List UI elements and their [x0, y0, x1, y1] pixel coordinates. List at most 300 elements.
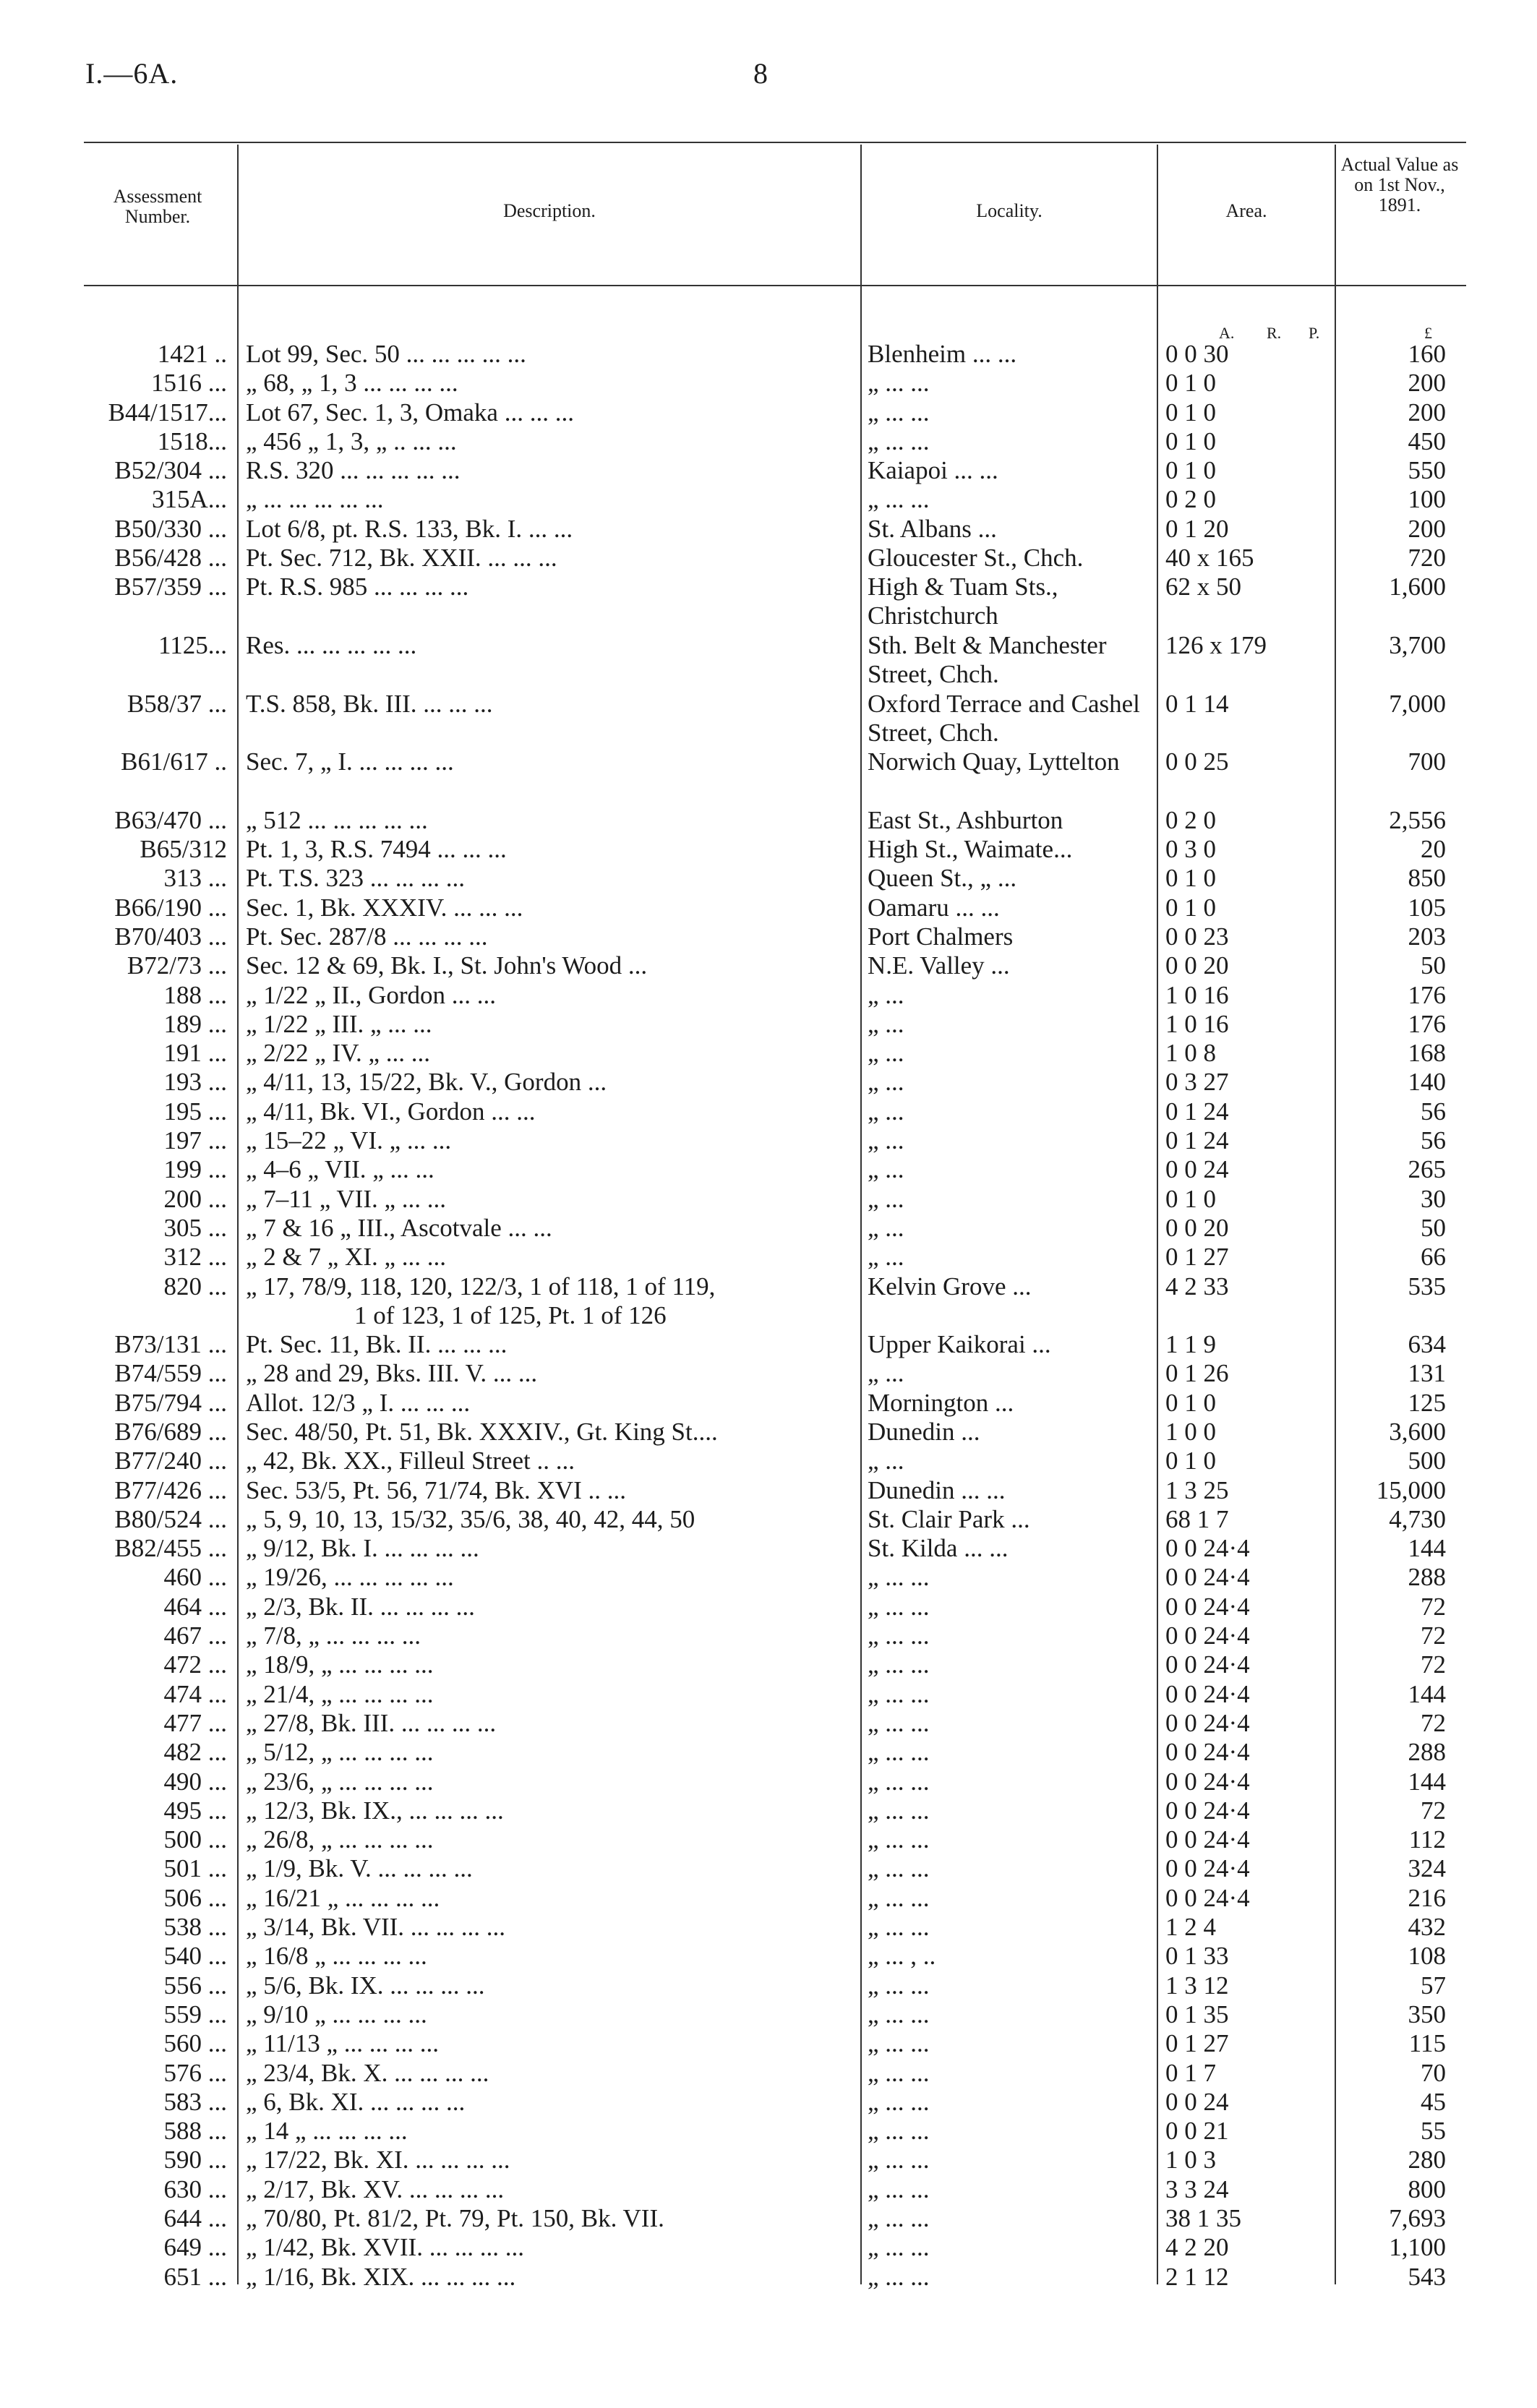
value-cell: 500: [1408, 1447, 1446, 1475]
description-text: „ 2/3, Bk. II. ... ... ... ...: [246, 1592, 475, 1621]
assessment-number: 477 ...: [163, 1708, 227, 1737]
assessment-number: 460 ...: [163, 1563, 227, 1592]
value-cell: 30: [1421, 1184, 1446, 1213]
area-cell: 0 1 27: [1165, 1243, 1229, 1272]
value-cell: 535: [1408, 1272, 1446, 1301]
description-text: „ 17/22, Bk. XI. ... ... ... ...: [246, 2146, 510, 2175]
area-cell: 0 0 23: [1165, 922, 1229, 951]
locality-cell: East St., Ashburton: [868, 805, 1063, 834]
locality-cell: High St., Waimate...: [868, 835, 1073, 864]
area-cell: 0 1 0: [1165, 1447, 1216, 1475]
unit-acres: A.: [1219, 324, 1235, 342]
area-cell: 1 0 16: [1165, 980, 1229, 1009]
table-row: [0, 1185, 1537, 1214]
value-cell: 200: [1408, 369, 1446, 398]
table-row: [0, 1854, 1537, 1883]
value-cell: 3,700: [1389, 630, 1446, 659]
table-row: [0, 1010, 1537, 1039]
description-cell: [246, 1650, 846, 1679]
value-cell: 131: [1408, 1359, 1446, 1388]
table-row: [0, 1621, 1537, 1650]
locality-cell: N.E. Valley ...: [868, 951, 1010, 980]
description-continuation: 1 of 123, 1 of 125, Pt. 1 of 126: [354, 1301, 667, 1329]
assessment-number: 195 ...: [163, 1097, 227, 1126]
assessment-number: 540 ...: [163, 1942, 227, 1971]
area-cell: 62 x 50: [1165, 573, 1241, 601]
description-cell: [246, 1913, 846, 1942]
description-cell: [246, 1010, 846, 1039]
assessment-number: 482 ...: [163, 1738, 227, 1767]
assessment-number: 559 ...: [163, 2000, 227, 2028]
assessment-number: 1516 ...: [151, 369, 227, 398]
area-cell: 126 x 179: [1165, 630, 1267, 659]
description-cell: [246, 2029, 846, 2058]
locality-cell: „ ...: [868, 1126, 904, 1155]
locality-cell: „ ...: [868, 1184, 904, 1213]
description-cell: [246, 1097, 846, 1126]
locality-cell: Oxford Terrace and Cashel Street, Chch.: [868, 689, 1140, 747]
description-text: „ 2/22 „ IV. „ ... ...: [246, 1039, 430, 1068]
page-number: 8: [753, 57, 768, 90]
locality-cell: Sth. Belt & Manchester Street, Chch.: [868, 630, 1107, 688]
description-text: „ 16/21 „ ... ... ... ...: [246, 1883, 440, 1912]
area-cell: 0 1 35: [1165, 2000, 1229, 2028]
area-cell: 0 0 24·4: [1165, 1621, 1250, 1650]
value-cell: 1,100: [1389, 2233, 1446, 2262]
locality-cell: „ ... ...: [868, 1621, 930, 1650]
table-row: [0, 922, 1537, 951]
description-text: „ 1/22 „ III. „ ... ...: [246, 1009, 432, 1038]
description-text: T.S. 858, Bk. III. ... ... ...: [246, 689, 493, 718]
value-cell: 7,000: [1389, 689, 1446, 718]
assessment-number: 193 ...: [163, 1068, 227, 1097]
description-cell: [246, 1476, 846, 1505]
locality-cell: „ ... ...: [868, 1854, 930, 1883]
area-cell: 0 2 0: [1165, 485, 1216, 514]
table-row: [0, 573, 1537, 631]
value-cell: 720: [1408, 544, 1446, 573]
area-cell: 38 1 35: [1165, 2204, 1241, 2232]
description-text: „ 3/14, Bk. VII. ... ... ... ...: [246, 1913, 506, 1942]
area-cell: 0 3 27: [1165, 1068, 1229, 1097]
description-cell: [246, 544, 846, 573]
locality-cell: „ ...: [868, 1068, 904, 1097]
description-cell: [246, 864, 846, 893]
description-cell: [246, 573, 846, 601]
area-cell: 0 0 24·4: [1165, 1708, 1250, 1737]
description-text: „ 18/9, „ ... ... ... ...: [246, 1650, 434, 1679]
table-row: [0, 1709, 1537, 1738]
table-row: [0, 1447, 1537, 1475]
table-row: [0, 1913, 1537, 1942]
locality-cell: „ ... ...: [868, 485, 930, 514]
value-cell: 72: [1421, 1592, 1446, 1621]
value-cell: 15,000: [1376, 1475, 1446, 1504]
area-cell: 1 3 25: [1165, 1475, 1229, 1504]
table-row: [0, 1650, 1537, 1679]
locality-cell: „ ... ...: [868, 2262, 930, 2291]
description-cell: [246, 1971, 846, 2000]
locality-cell: „ ... ...: [868, 1708, 930, 1737]
locality-cell: Kaiapoi ... ...: [868, 456, 998, 485]
locality-cell: High & Tuam Sts., Christchurch: [868, 573, 1058, 630]
area-cell: 1 2 4: [1165, 1913, 1216, 1942]
assessment-number: B77/240 ...: [114, 1447, 227, 1475]
value-cell: 543: [1408, 2262, 1446, 2291]
assessment-number: 820 ...: [163, 1272, 227, 1301]
table-row: [0, 1126, 1537, 1155]
description-cell: [246, 1621, 846, 1650]
description-text: „ 7–11 „ VII. „ ... ...: [246, 1184, 447, 1213]
description-text: „ 16/8 „ ... ... ... ...: [246, 1942, 427, 1971]
description-cell: [246, 2175, 846, 2204]
col-header-description: Description.: [503, 200, 596, 221]
area-cell: 1 3 12: [1165, 1971, 1229, 2000]
table-row: [0, 690, 1537, 748]
area-cell: 0 0 24·4: [1165, 1825, 1250, 1854]
area-cell: 0 1 0: [1165, 1388, 1216, 1417]
assessment-number: 1125...: [158, 630, 227, 659]
locality-cell: „ ... ...: [868, 1563, 930, 1592]
value-cell: 350: [1408, 2000, 1446, 2028]
table-row: [0, 1971, 1537, 2000]
locality-cell: St. Clair Park ...: [868, 1504, 1030, 1533]
description-cell: [246, 398, 846, 427]
locality-cell: „ ... ...: [868, 1796, 930, 1825]
table-top-rule: [84, 142, 1466, 143]
description-cell: [246, 1796, 846, 1825]
area-cell: 0 1 0: [1165, 456, 1216, 485]
description-text: Lot 67, Sec. 1, 3, Omaka ... ... ...: [246, 398, 574, 427]
col-header-locality: Locality.: [976, 200, 1042, 221]
description-cell: [246, 747, 846, 776]
description-cell: [246, 1243, 846, 1272]
table-row: [0, 427, 1537, 456]
locality-cell: Port Chalmers: [868, 922, 1014, 951]
assessment-number: 197 ...: [163, 1126, 227, 1155]
area-cell: 0 0 24·4: [1165, 1592, 1250, 1621]
area-cell: 0 0 20: [1165, 1213, 1229, 1242]
value-cell: 56: [1421, 1126, 1446, 1155]
table-row: [0, 2204, 1537, 2233]
value-cell: 105: [1408, 893, 1446, 922]
assessment-number: B52/304 ...: [114, 456, 227, 485]
table-row: [0, 747, 1537, 806]
value-cell: 1,600: [1389, 573, 1446, 601]
description-cell: [246, 981, 846, 1010]
area-cell: 0 0 24·4: [1165, 1883, 1250, 1912]
table-row: [0, 1418, 1537, 1447]
description-cell: [246, 427, 846, 456]
table-row: [0, 2088, 1537, 2117]
locality-cell: „ ...: [868, 1009, 904, 1038]
description-text: „ 15–22 „ VI. „ ... ...: [246, 1126, 452, 1155]
description-text: „ 4/11, 13, 15/22, Bk. V., Gordon ...: [246, 1068, 607, 1097]
value-cell: 125: [1408, 1388, 1446, 1417]
table-row: [0, 864, 1537, 893]
table-row: [0, 2175, 1537, 2204]
description-text: R.S. 320 ... ... ... ... ...: [246, 456, 461, 485]
locality-cell: „ ...: [868, 1155, 904, 1184]
description-cell: [246, 1680, 846, 1709]
description-text: „ 28 and 29, Bks. III. V. ... ...: [246, 1359, 538, 1388]
locality-cell: „ ... ...: [868, 2146, 930, 2175]
value-cell: 72: [1421, 1650, 1446, 1679]
locality-cell: „ ... ...: [868, 369, 930, 398]
assessment-number: 189 ...: [163, 1009, 227, 1038]
assessment-number: B74/559 ...: [114, 1359, 227, 1388]
assessment-number: B72/73 ...: [127, 951, 227, 980]
description-text: „ 1/42, Bk. XVII. ... ... ... ...: [246, 2233, 524, 2262]
value-cell: 280: [1408, 2146, 1446, 2175]
value-cell: 203: [1408, 922, 1446, 951]
description-text: Lot 99, Sec. 50 ... ... ... ... ...: [246, 340, 526, 368]
description-cell: [246, 1447, 846, 1475]
table-row: [0, 1272, 1537, 1331]
assessment-number: 464 ...: [163, 1592, 227, 1621]
description-cell: [246, 1505, 846, 1534]
description-cell: [246, 2000, 846, 2029]
description-cell: [246, 1709, 846, 1738]
table-row: [0, 1097, 1537, 1126]
value-cell: 2,556: [1389, 805, 1446, 834]
area-cell: 0 0 24·4: [1165, 1767, 1250, 1796]
table-row: [0, 2000, 1537, 2029]
assessment-number: 313 ...: [163, 864, 227, 893]
table-row: [0, 951, 1537, 980]
locality-cell: „ ... ...: [868, 1883, 930, 1912]
description-cell: [246, 1854, 846, 1883]
value-cell: 700: [1408, 747, 1446, 776]
area-cell: 0 3 0: [1165, 835, 1216, 864]
description-cell: [246, 1593, 846, 1621]
assessment-number: B66/190 ...: [114, 893, 227, 922]
assessment-table-body: [0, 340, 1537, 2292]
locality-cell: St. Kilda ... ...: [868, 1534, 1009, 1563]
table-row: [0, 369, 1537, 398]
description-text: Lot 6/8, pt. R.S. 133, Bk. I. ... ...: [246, 514, 573, 543]
description-cell: [246, 631, 846, 660]
description-cell: [246, 1738, 846, 1767]
description-text: „ 11/13 „ ... ... ... ...: [246, 2029, 439, 2058]
assessment-number: 1518...: [157, 427, 227, 455]
assessment-number: B61/617 ..: [121, 747, 227, 776]
description-text: „ 19/26, ... ... ... ... ...: [246, 1563, 454, 1592]
locality-cell: „ ... ...: [868, 2087, 930, 2116]
description-text: „ 5/12, „ ... ... ... ...: [246, 1738, 434, 1767]
description-cell: [246, 2059, 846, 2088]
assessment-number: B77/426 ...: [114, 1475, 227, 1504]
assessment-number: 590 ...: [163, 2146, 227, 2175]
description-text: „ 27/8, Bk. III. ... ... ... ...: [246, 1708, 497, 1737]
area-cell: 0 1 7: [1165, 2058, 1216, 2087]
table-row: [0, 2263, 1537, 2292]
description-cell: [246, 1563, 846, 1592]
value-cell: 7,693: [1389, 2204, 1446, 2232]
area-cell: 0 2 0: [1165, 805, 1216, 834]
assessment-number: 588 ...: [163, 2117, 227, 2146]
description-text: „ 512 ... ... ... ... ...: [246, 805, 428, 834]
table-row: [0, 1768, 1537, 1796]
value-cell: 72: [1421, 1796, 1446, 1825]
description-text: Pt. Sec. 712, Bk. XXII. ... ... ...: [246, 544, 557, 573]
description-cell: [246, 1185, 846, 1214]
value-cell: 324: [1408, 1854, 1446, 1883]
table-row: [0, 1505, 1537, 1534]
col-header-area: Area.: [1225, 200, 1267, 221]
description-cell: [246, 1768, 846, 1796]
description-cell: [246, 1155, 846, 1184]
locality-cell: „ ...: [868, 1447, 904, 1475]
table-row: [0, 1680, 1537, 1709]
value-cell: 432: [1408, 1913, 1446, 1942]
area-cell: 0 1 33: [1165, 1942, 1229, 1971]
table-row: [0, 1243, 1537, 1272]
table-row: [0, 1738, 1537, 1767]
area-cell: 1 0 3: [1165, 2146, 1216, 2175]
locality-cell: „ ... ...: [868, 427, 930, 455]
table-row: [0, 2117, 1537, 2146]
col-header-number: Assessment Number.: [113, 186, 202, 227]
table-row: [0, 1534, 1537, 1563]
description-cell: [246, 2088, 846, 2117]
assessment-number: 644 ...: [163, 2204, 227, 2232]
area-cell: 40 x 165: [1165, 544, 1254, 573]
area-cell: 0 1 0: [1165, 369, 1216, 398]
description-cell: [246, 2117, 846, 2146]
assessment-number: 576 ...: [163, 2058, 227, 2087]
description-text: Sec. 53/5, Pt. 56, 71/74, Bk. XVI .. ...: [246, 1475, 626, 1504]
table-row: [0, 1942, 1537, 1971]
description-text: „ 42, Bk. XX., Filleul Street .. ...: [246, 1447, 575, 1475]
locality-cell: „ ... ...: [868, 1650, 930, 1679]
description-text: Pt. T.S. 323 ... ... ... ...: [246, 864, 466, 893]
value-cell: 216: [1408, 1883, 1446, 1912]
table-row: [0, 835, 1537, 864]
value-cell: 50: [1421, 951, 1446, 980]
assessment-number: 312 ...: [163, 1243, 227, 1272]
assessment-number: 556 ...: [163, 1971, 227, 2000]
assessment-number: 305 ...: [163, 1213, 227, 1242]
description-text: „ 9/10 „ ... ... ... ...: [246, 2000, 427, 2028]
description-text: „ 23/6, „ ... ... ... ...: [246, 1767, 434, 1796]
assessment-number: 315A...: [151, 485, 227, 514]
description-text: Sec. 48/50, Pt. 51, Bk. XXXIV., Gt. King St....: [246, 1417, 718, 1446]
description-text: „ 1/22 „ II., Gordon ... ...: [246, 980, 497, 1009]
locality-cell: „ ...: [868, 1097, 904, 1126]
assessment-number: 501 ...: [163, 1854, 227, 1883]
description-cell: [246, 2233, 846, 2262]
description-cell: [246, 1330, 846, 1359]
value-cell: 550: [1408, 456, 1446, 485]
description-cell: [246, 1359, 846, 1388]
description-cell: [246, 2263, 846, 2292]
locality-cell: St. Albans ...: [868, 514, 997, 543]
value-cell: 176: [1408, 1009, 1446, 1038]
locality-cell: „ ... ...: [868, 1767, 930, 1796]
table-row: [0, 2029, 1537, 2058]
locality-cell: „ ... ...: [868, 1738, 930, 1767]
description-text: Pt. Sec. 11, Bk. II. ... ... ...: [246, 1330, 508, 1359]
table-row: [0, 1039, 1537, 1068]
description-cell: [246, 369, 846, 398]
value-cell: 144: [1408, 1679, 1446, 1708]
assessment-number: B56/428 ...: [114, 544, 227, 573]
value-cell: 50: [1421, 1213, 1446, 1242]
assessment-number: B63/470 ...: [114, 805, 227, 834]
assessment-number: 467 ...: [163, 1621, 227, 1650]
value-cell: 57: [1421, 1971, 1446, 2000]
description-cell: [246, 1214, 846, 1243]
area-cell: 0 0 24·4: [1165, 1563, 1250, 1592]
area-cell: 0 0 24: [1165, 1155, 1229, 1184]
value-cell: 176: [1408, 980, 1446, 1009]
assessment-number: 490 ...: [163, 1767, 227, 1796]
description-text: „ 26/8, „ ... ... ... ...: [246, 1825, 434, 1854]
area-cell: 3 3 24: [1165, 2175, 1229, 2203]
area-cell: 0 0 24·4: [1165, 1534, 1250, 1563]
assessment-number: B80/524 ...: [114, 1504, 227, 1533]
description-text: Sec. 12 & 69, Bk. I., St. John's Wood ...: [246, 951, 648, 980]
locality-cell: „ ...: [868, 980, 904, 1009]
locality-cell: „ ...: [868, 1359, 904, 1388]
locality-cell: „ ... ...: [868, 2058, 930, 2087]
description-cell: [246, 1884, 846, 1913]
area-cell: 0 0 30: [1165, 340, 1229, 368]
value-cell: 168: [1408, 1039, 1446, 1068]
table-row: [0, 1825, 1537, 1854]
locality-cell: „ ...: [868, 1213, 904, 1242]
area-cell: 1 1 9: [1165, 1330, 1216, 1359]
description-text: „ 68, „ 1, 3 ... ... ... ...: [246, 369, 458, 398]
description-text: Pt. R.S. 985 ... ... ... ...: [246, 573, 469, 601]
locality-cell: „ ... ...: [868, 1913, 930, 1942]
description-text: Pt. Sec. 287/8 ... ... ... ...: [246, 922, 488, 951]
area-cell: 0 0 24: [1165, 2087, 1229, 2116]
locality-cell: Kelvin Grove ...: [868, 1272, 1032, 1301]
description-text: „ 7 & 16 „ III., Ascotvale ... ...: [246, 1213, 552, 1242]
area-cell: 0 0 24·4: [1165, 1796, 1250, 1825]
header-bottom-rule: [84, 285, 1466, 286]
locality-cell: Dunedin ... ...: [868, 1475, 1006, 1504]
assessment-number: 191 ...: [163, 1039, 227, 1068]
locality-cell: Dunedin ...: [868, 1417, 980, 1446]
locality-cell: „ ...: [868, 1243, 904, 1272]
assessment-number: B70/403 ...: [114, 922, 227, 951]
area-cell: 0 1 26: [1165, 1359, 1229, 1388]
description-cell: [246, 835, 846, 864]
table-row: [0, 2059, 1537, 2088]
locality-cell: Queen St., „ ...: [868, 864, 1017, 893]
description-cell: [246, 922, 846, 951]
description-text: „ 4–6 „ VII. „ ... ...: [246, 1155, 434, 1184]
locality-cell: „ ... ...: [868, 2204, 930, 2232]
assessment-number: B75/794 ...: [114, 1388, 227, 1417]
table-row: [0, 515, 1537, 544]
value-cell: 66: [1421, 1243, 1446, 1272]
assessment-number: 495 ...: [163, 1796, 227, 1825]
area-cell: 4 2 20: [1165, 2233, 1229, 2262]
description-text: „ 456 „ 1, 3, „ .. ... ...: [246, 427, 457, 455]
assessment-number: 1421 ..: [157, 340, 227, 368]
area-cell: 0 0 25: [1165, 747, 1229, 776]
value-cell: 72: [1421, 1708, 1446, 1737]
description-cell: [246, 456, 846, 485]
table-row: [0, 1214, 1537, 1243]
description-text: „ 5, 9, 10, 13, 15/32, 35/6, 38, 40, 42, 44, 50: [246, 1504, 695, 1533]
assessment-number: 651 ...: [163, 2262, 227, 2291]
assessment-number: 649 ...: [163, 2233, 227, 2262]
